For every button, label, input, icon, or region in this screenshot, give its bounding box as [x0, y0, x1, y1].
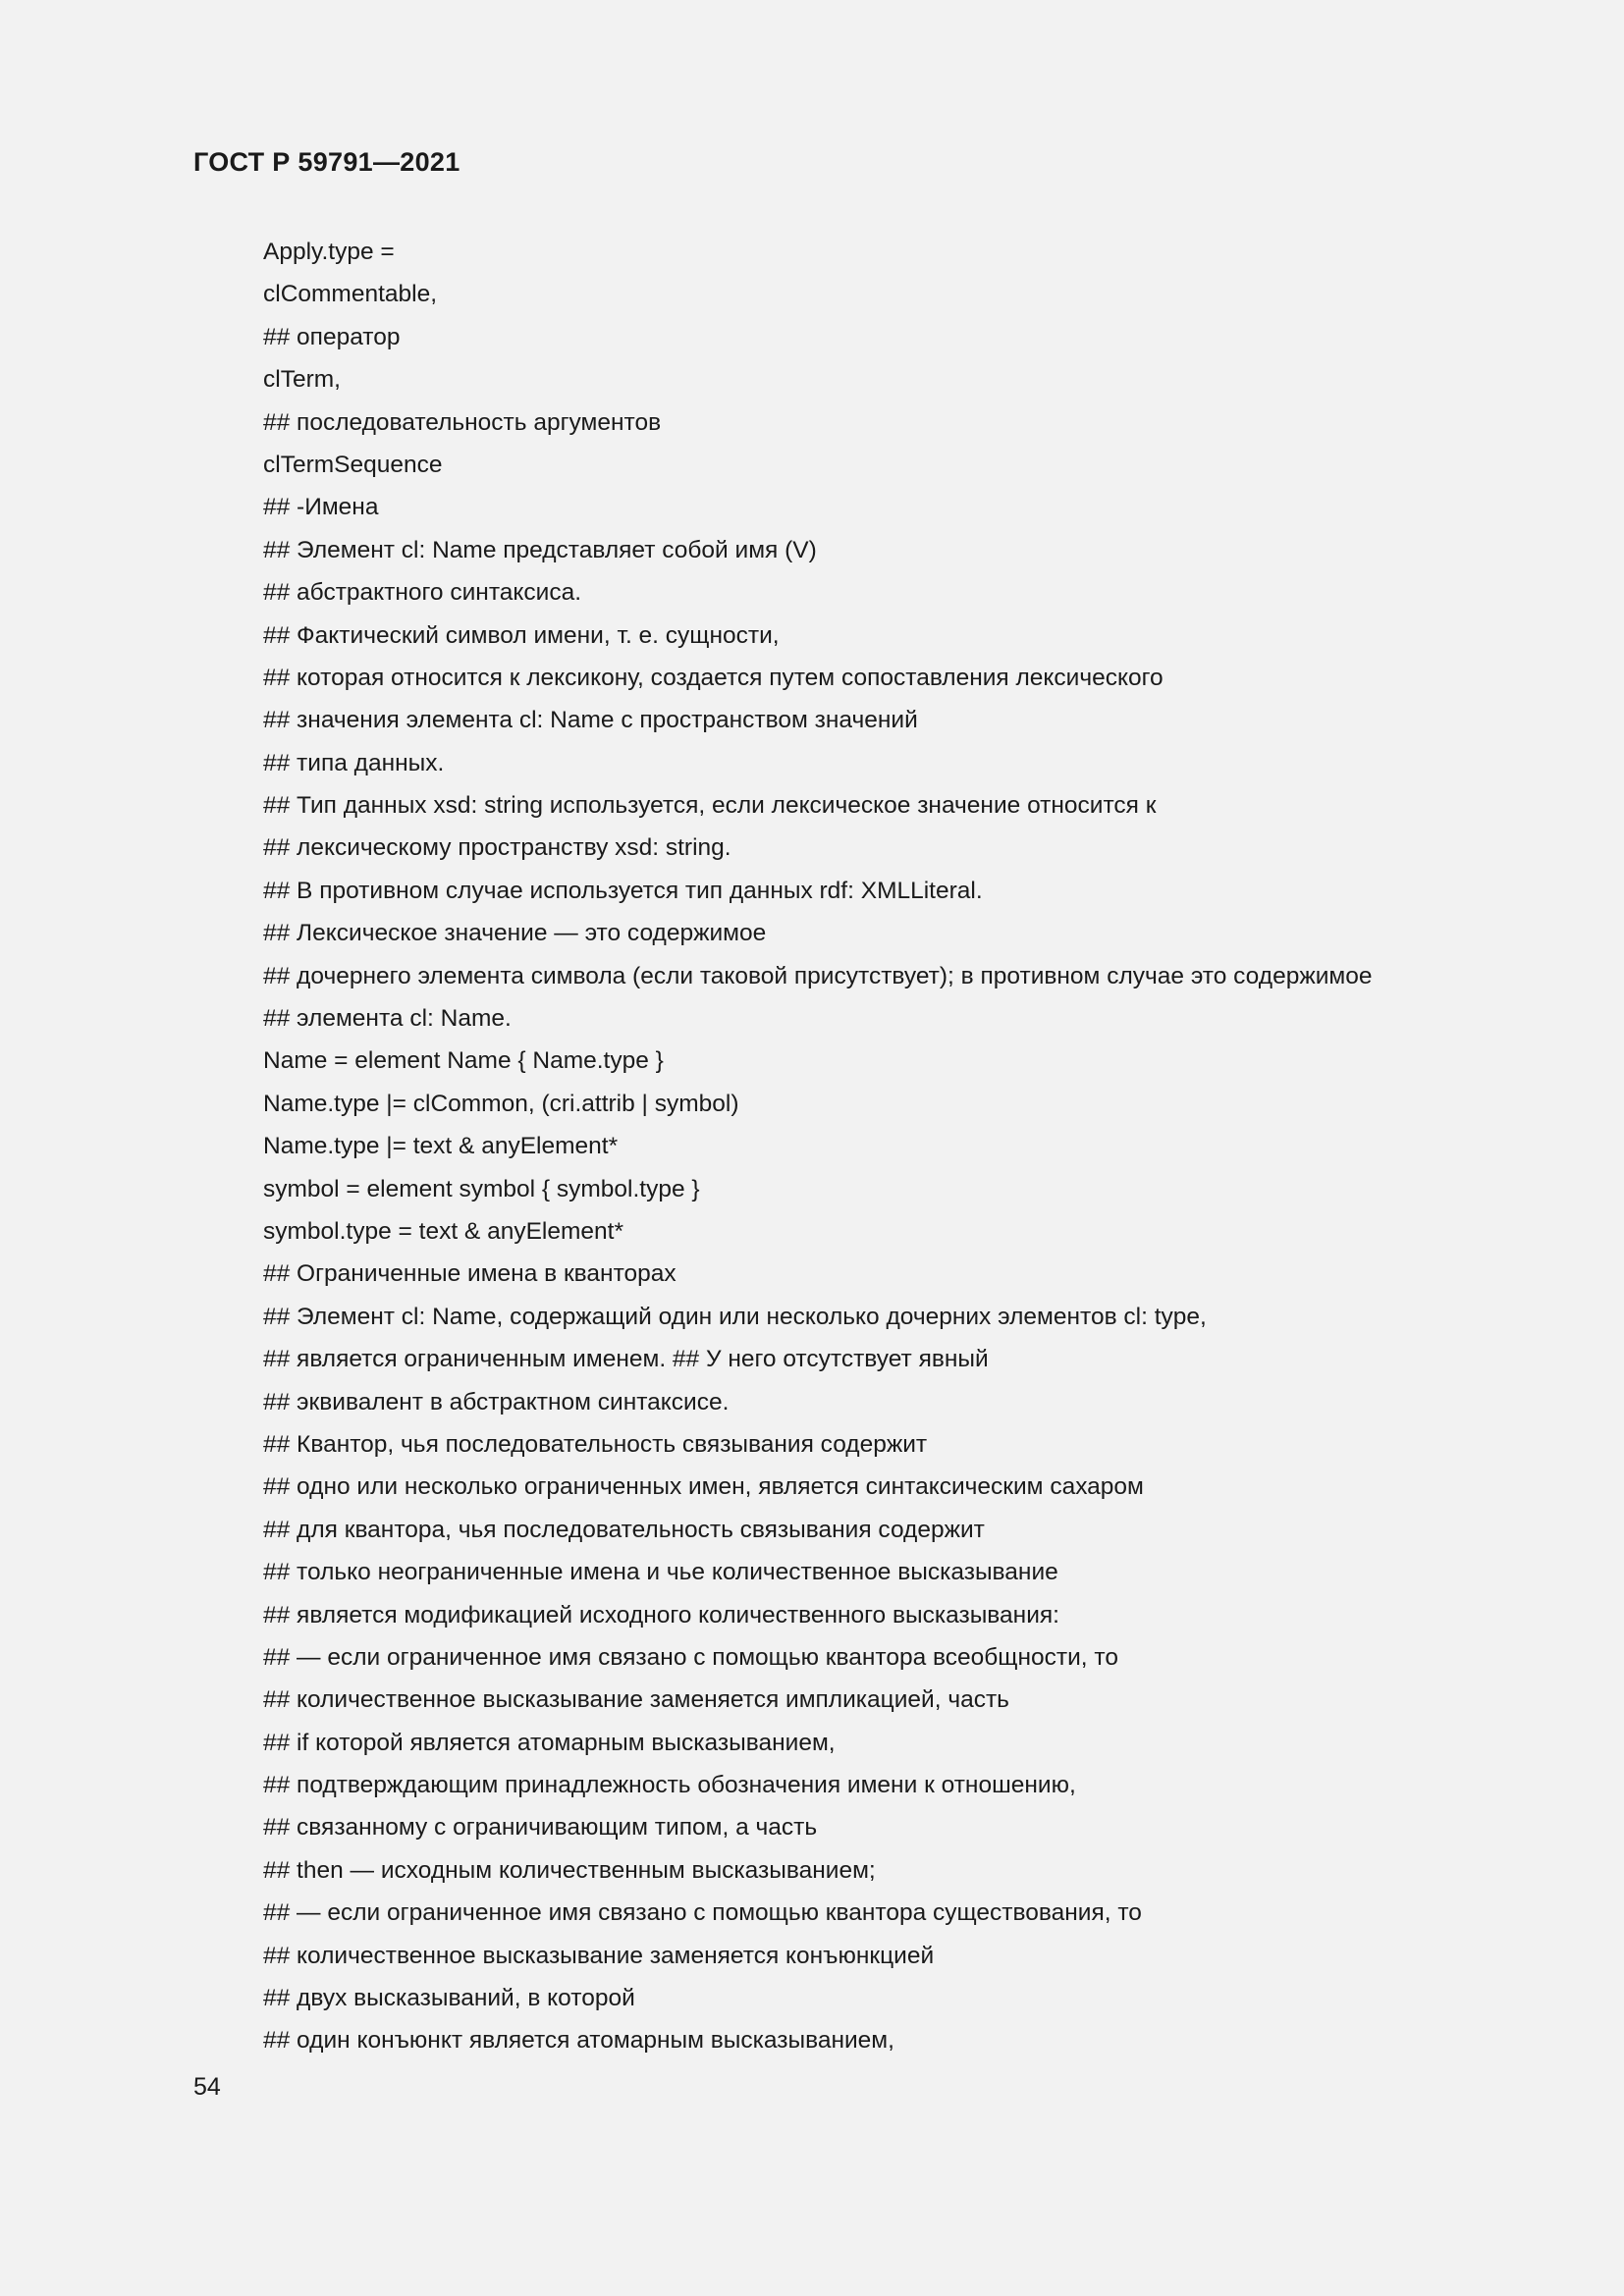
- comment-line: ## лексическому пространству xsd: string.: [263, 834, 731, 862]
- comment-line: ## количественное высказывание заменяется импликацией, часть: [263, 1686, 1009, 1714]
- comment-line: ## двух высказываний, в которой: [263, 1985, 635, 2012]
- comment-line: ## последовательность аргументов: [263, 408, 662, 436]
- page-number: 54: [193, 2073, 221, 2101]
- comment-line: ## Фактический символ имени, т. е. сущности,: [263, 621, 780, 649]
- comment-line: ## типа данных.: [263, 749, 445, 776]
- comment-line: ## которая относится к лексикону, создается путем сопоставления лексического: [263, 664, 1164, 691]
- comment-line: ## Лексическое значение — это содержимое: [263, 920, 767, 947]
- code-listing: [263, 237, 1540, 2068]
- comment-line: ## — если ограниченное имя связано с помощью квантора существования, то: [263, 1899, 1142, 1927]
- comment-line: ## Элемент cl: Name, содержащий один или несколько дочерних элементов cl: type,: [263, 1303, 1207, 1330]
- comment-line: ## связанному с ограничивающим типом, а часть: [263, 1814, 818, 1842]
- comment-line: ## является модификацией исходного количественного высказывания:: [263, 1601, 1059, 1629]
- comment-line: ## оператор: [263, 323, 401, 350]
- document-header: ГОСТ Р 59791—2021: [193, 147, 460, 177]
- code-line: clTermSequence: [263, 451, 443, 478]
- comment-line: ## элемента cl: Name.: [263, 1005, 512, 1033]
- comment-line: ## if которой является атомарным высказыванием,: [263, 1729, 836, 1756]
- comment-line: ## подтверждающим принадлежность обозначения имени к отношению,: [263, 1772, 1076, 1799]
- comment-line: ## для квантора, чья последовательность связывания содержит: [263, 1516, 985, 1543]
- comment-line: ## В противном случае используется тип данных rdf: XMLLiteral.: [263, 877, 983, 904]
- code-line: Name = element Name { Name.type }: [263, 1047, 664, 1075]
- code-line: symbol.type = text & anyElement*: [263, 1217, 623, 1245]
- comment-line: ## дочернего элемента символа (если таковой присутствует); в противном случае это содержимое: [263, 962, 1373, 989]
- comment-line: ## эквивалент в абстрактном синтаксисе.: [263, 1388, 730, 1415]
- comment-line: ## Тип данных xsd: string используется, если лексическое значение относится к: [263, 792, 1157, 820]
- comment-line: ## -Имена: [263, 494, 379, 521]
- comment-line: ## then — исходным количественным высказыванием;: [263, 1856, 876, 1884]
- comment-line: ## Квантор, чья последовательность связывания содержит: [263, 1430, 928, 1458]
- code-line: Apply.type =: [263, 239, 395, 265]
- comment-line: ## — если ограниченное имя связано с помощью квантора всеобщности, то: [263, 1643, 1118, 1671]
- comment-line: ## абстрактного синтаксиса.: [263, 579, 582, 607]
- code-line: clCommentable,: [263, 281, 438, 308]
- comment-line: ## количественное высказывание заменяется конъюнкцией: [263, 1942, 935, 1969]
- code-line: Name.type |= text & anyElement*: [263, 1133, 619, 1160]
- comment-line: ## один конъюнкт является атомарным высказыванием,: [263, 2027, 894, 2055]
- code-line: clTerm,: [263, 366, 341, 394]
- comment-line: ## является ограниченным именем. ## У него отсутствует явный: [263, 1346, 989, 1373]
- code-line: symbol = element symbol { symbol.type }: [263, 1175, 700, 1202]
- comment-line: ## значения элемента cl: Name с пространством значений: [263, 707, 918, 734]
- comment-line: ## одно или несколько ограниченных имен, является синтаксическим сахаром: [263, 1473, 1144, 1501]
- comment-line: ## Ограниченные имена в кванторах: [263, 1260, 677, 1288]
- comment-line: ## только неограниченные имена и чье количественное высказывание: [263, 1559, 1058, 1586]
- comment-line: ## Элемент cl: Name представляет собой имя (V): [263, 536, 817, 563]
- code-line: Name.type |= clCommon, (cri.attrib | symbol): [263, 1090, 739, 1117]
